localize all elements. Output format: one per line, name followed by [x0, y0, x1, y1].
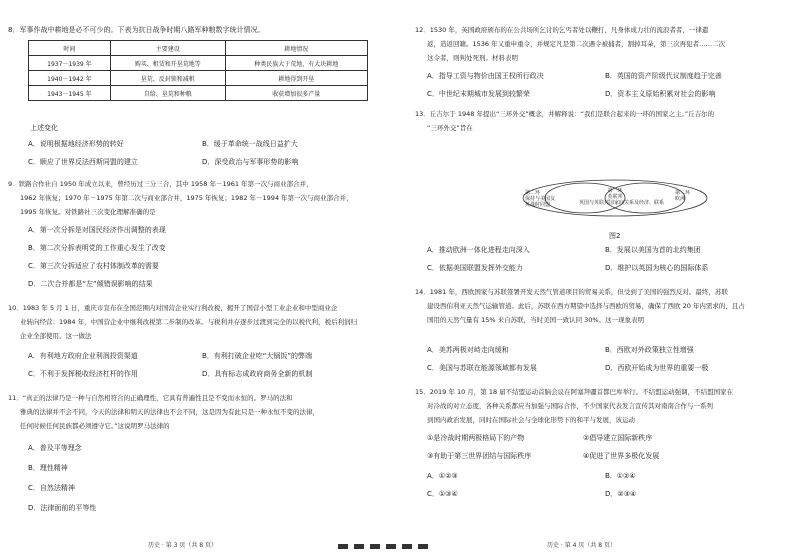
q13-option-b: B．发展以美国为首的北约集团: [605, 246, 701, 254]
q10-option-c: C．不利于发挥税收经济杠杆的作用: [28, 370, 138, 378]
table-cell: 种类民族大于荒地，有大块耕地: [225, 56, 367, 71]
q8-option-d: D．深受政治与军事形势的影响: [202, 158, 299, 166]
table-header-cell: 主要建设: [110, 41, 225, 56]
q13-line: “三环外交”旨在: [427, 124, 473, 132]
table-cell: 垦荒、反封锁和减租: [110, 71, 225, 86]
q12-option-d: D．资本主义原始积累对社会的影响: [605, 90, 716, 98]
q14-option-c: C．美国与苏联在能源领域都有发展: [427, 364, 537, 372]
q11-line: 11．“真正的法律乃是一种与自然相符合的正确理性，它具有普遍性且是不变而永恒的。罗马的法和: [8, 394, 293, 402]
q10-option-d: D．具有标志成政府商务全新的机制: [202, 370, 313, 378]
q12-option-a: A．指导工资与物价由国王权所行政决: [427, 72, 544, 80]
q15-sub-4: ④促进了世界多极化发展: [583, 452, 660, 460]
q10-line: 企业全部使用。这一做法: [20, 332, 92, 340]
table-header-row: [29, 41, 368, 56]
q13-line: 13．丘吉尔于 1948 年提出“三环外交”概念，并解释说：“我们是联合起来的一环的国家之主。”丘吉尔的: [415, 110, 715, 118]
q9-option-d: D．二次合并都是“左”倾错误影响的结果: [28, 280, 153, 288]
q8-stem: 8．军事作战中耕地是必不可少的。下表为抗日战争时期八路军种粮数字统计情况。: [8, 26, 265, 34]
q15-option-a: A．①②③: [427, 472, 458, 480]
table-header-cell: 耕地情况: [225, 41, 367, 56]
q15-sub-1: ①是冷战时期两极格局下的产物: [427, 434, 525, 442]
q8-after: 上述变化: [30, 124, 58, 132]
q14-option-d: D．西欧开始成为世界的重要一极: [605, 364, 709, 372]
diagram-caption: 图2: [609, 232, 621, 240]
q15-line: 到国内政治发展，同时在国际社会与全球化形势下的和平与发展，该运动: [427, 416, 635, 424]
q15-line: 对冷战的对立态度，各种关系都应当加强与国际合作，不少国家代表发言宣传其对南南合作与一系列: [427, 402, 713, 410]
q8-table: [28, 40, 368, 101]
q15-option-d: D．②③④: [605, 490, 637, 498]
table-cell: 耕地得到开垦: [225, 71, 367, 86]
q11-line: 雅典的法律并不会不同，今天的法律和明天的法律也不会不同，这是因为有此只是一种永恒不变的法律，: [20, 408, 319, 416]
q15-sub-3: ③有助于第三世界团结与国际秩序: [427, 452, 532, 460]
q11-line: 任何时候任何民族都必须遵守它。”这说明罗马法律的: [20, 422, 170, 430]
right-page: [397, 0, 794, 555]
q15-line: 15．2019 年 10 月，第 18 届不结盟运动首脑会议在阿塞拜疆首都巴库举行。不结盟运动强调，不结盟国家在: [415, 388, 734, 396]
q9-line: 1962 年恢复；1970 年－1975 年第二次与商业部合并，1975 年恢复；1982 年－1994 年第一次与商业部合并，: [20, 194, 353, 202]
diagram-left-label: 第二环 保持与美国友 英战时同盟: [525, 190, 556, 208]
q8-option-c: C．顺应了世界反法西斯同盟的建立: [28, 158, 138, 166]
q8-option-a: A．说明根据地经济形势的转好: [28, 140, 124, 148]
q10-line: 10．1983 年 5 月 1 日，重庆市宣布在全国范围内对国营企业实行利改税，揭开了国营小型工业企业和中型商业企: [8, 304, 338, 312]
page-footer: 历史 · 第 3 页（共 8 页）: [148, 542, 217, 549]
table-cell: 购买、租赁和开垦荒地等: [110, 56, 225, 71]
q14-option-a: A．美苏两极对峙走向缓和: [427, 346, 509, 354]
q10-option-b: B．有利打破企业吃“大锅饭”的弊端: [202, 352, 313, 360]
mark: [338, 544, 348, 549]
table-cell: 收获增加很多产量: [225, 86, 367, 101]
q12-line: 12．1530 年，英国政府颁布的在公共场所乞讨的乞丐者处以鞭打，凡身体成力壮的流浪者者，一律遣: [415, 26, 709, 34]
q9-option-c: C．第三次分拆适应了农村体制改革的需要: [28, 262, 159, 270]
q10-option-a: A．有利地方政府企业利润投资渠道: [28, 352, 138, 360]
q11-option-a: A．普及平等理念: [28, 444, 82, 452]
mark: [370, 544, 380, 549]
table-cell: 1937－1939 年: [29, 56, 111, 71]
q14-option-b: B．西欧对外政策独立性增强: [605, 346, 694, 354]
q10-line: 业转向经营：1984 年，中国营企业中继利改税第二步制的改革。与税利并存逐步过渡到完全的以税代利，税后利润归: [20, 318, 358, 326]
q13-option-c: C．依据美国联盟发挥外交能力: [427, 264, 523, 272]
mark: [354, 544, 364, 549]
table-row: [29, 86, 368, 101]
page-footer: 历史 · 第 4 页（共 8 页）: [547, 542, 616, 549]
q12-line: 这令者，则判处死刑。材料表明: [427, 54, 518, 62]
q13-option-a: A．推动欧洲一体化进程走向深入: [427, 246, 530, 254]
q12-line: 返，造返回籍。1536 年又重申重令，并规定凡是第二次遇令被捕者，割掉耳朵，第三次再犯者……二次: [427, 40, 726, 48]
table-row: [29, 56, 368, 71]
q14-line: 建设西伯利亚天然气运输管道。此后，苏联在西方期望中选择与西欧的贸易，确保了西欧 20 年内需求的，且占: [427, 302, 745, 310]
q12-option-c: C．中世纪末期城市发展到较繁荣: [427, 90, 530, 98]
q15-option-b: B．①②④: [605, 472, 636, 480]
table-cell: 1943－1945 年: [29, 86, 111, 101]
q14-line: 14．1981 年，西欧国家与苏联签署开发天然气管道项目的贸易关系，但受到了美国的强烈反对。最终，苏联: [415, 288, 728, 296]
table-cell: 1940－1942 年: [29, 71, 111, 86]
q15-sub-2: ②倡导建立国际新秩序: [583, 434, 653, 442]
q13-option-d: D．维护以英国为核心的国际体系: [605, 264, 709, 272]
q12-option-b: B．英国的资产阶级代议制度趋于完善: [605, 72, 722, 80]
q11-option-c: C．自然法精神: [28, 484, 75, 492]
diagram-center-label: 第一环 英联邦 英国与英联邦国家间关系及经济、联系: [579, 188, 665, 206]
q8-option-b: B．缓于革命统一战线日益扩大: [202, 140, 298, 148]
q15-option-c: C．①③④: [427, 490, 458, 498]
q9-option-b: B．第二次分拆表明党的工作重心发生了改变: [28, 244, 166, 252]
q9-option-a: A．第一次分拆是对国民经济作出调整的表现: [28, 226, 166, 234]
q9-line: 9．铁路合作社自 1950 年成立以来，曾经历过三分三合，其中 1958 年－1961 年第一次与商业部合并，: [8, 180, 313, 188]
table-header-cell: 时间: [29, 41, 111, 56]
q14-line: 国用的天然气量有 15% 来自苏联，当时美国一致认同 30%。这一现象表明: [427, 316, 645, 324]
q11-option-b: B．理性精神: [28, 464, 68, 472]
q9-line: 1995 年恢复。对铁路社三次变化理解准确的是: [20, 208, 156, 216]
table-cell: 自给、垦荒和种粮: [110, 86, 225, 101]
q11-option-d: D．法律面前的平等性: [28, 504, 97, 512]
mark: [386, 544, 396, 549]
diagram-right-label: 第三环 欧洲: [675, 190, 691, 202]
table-row: [29, 71, 368, 86]
